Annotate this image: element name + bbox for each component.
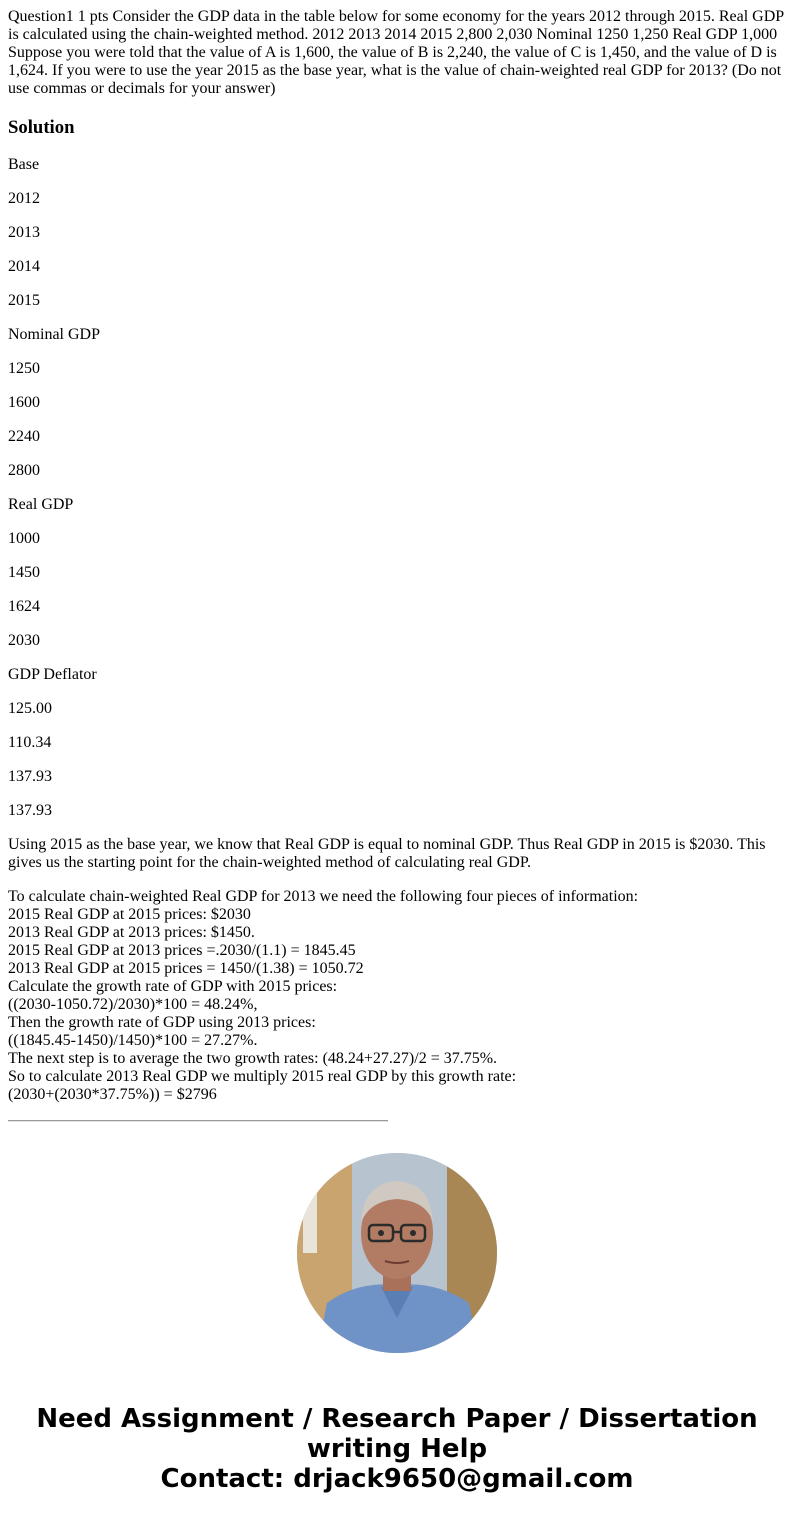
intro-paragraph: Using 2015 as the base year, we know that Real GDP is equal to nominal GDP. Thus Real GDP in 2015 is $2030. This gives us the starting point for the chain-weighted method of calculating real GDP.: [8, 836, 766, 871]
table-cell: 1250: [8, 360, 40, 377]
main-content: [8, 8, 786, 1104]
question-text: Question1 1 pts Consider the GDP data in the table below for some economy for the years 2012 through 2015. Real GDP is calculated using the chain-weighted method. 2012 2013 2014 2015 2,800 2,030 Nominal 1250 1,250 Real GDP 1,000 Suppose you were told that the value of A is 1,600, the value of B is 2,240, the value of C is 1,450, and the value of D is 1,624. If you were to use the year 2015 as the base year, what is the value of chain-weighted real GDP for 2013? (Do not use commas or decimals for your answer): [8, 8, 784, 97]
table-cell: 110.34: [8, 734, 52, 751]
explanation-line: The next step is to average the two growth rates: (48.24+27.27)/2 = 37.75%.: [8, 1050, 498, 1067]
horizontal-divider: [8, 1120, 388, 1122]
promo-line: writing Help: [306, 1434, 488, 1464]
table-cell: 2800: [8, 462, 40, 479]
explanation-line: 2015 Real GDP at 2015 prices: $2030: [8, 906, 251, 923]
author-photo: [297, 1153, 497, 1353]
explanation-line: 2013 Real GDP at 2015 prices = 1450/(1.38) = 1050.72: [8, 960, 364, 977]
table-cell: 137.93: [8, 802, 52, 819]
table-cell: 1000: [8, 530, 40, 547]
table-cell: 125.00: [8, 700, 52, 717]
explanation-line: ((2030-1050.72)/2030)*100 = 48.24%,: [8, 996, 258, 1013]
explanation-line: 2015 Real GDP at 2013 prices =.2030/(1.1) = 1845.45: [8, 942, 356, 959]
table-cell: 2012: [8, 190, 40, 207]
promo-banner: [0, 1404, 794, 1494]
promo-line: Need Assignment / Research Paper / Dissertation: [36, 1404, 758, 1434]
table-cell: 2013: [8, 224, 40, 241]
table-cell: 1600: [8, 394, 40, 411]
explanation-block: [8, 888, 786, 1104]
explanation-line: 2013 Real GDP at 2013 prices: $1450.: [8, 924, 255, 941]
explanation-line: To calculate chain-weighted Real GDP for 2013 we need the following four pieces of information:: [8, 888, 639, 905]
table-cell: 1624: [8, 598, 40, 615]
explanation-line: Then the growth rate of GDP using 2013 prices:: [8, 1014, 316, 1031]
table-cell: 2014: [8, 258, 40, 275]
table-cell: 2240: [8, 428, 40, 445]
table-cell: GDP Deflator: [8, 666, 97, 683]
explanation-line: (2030+(2030*37.75%)) = $2796: [8, 1086, 217, 1103]
table-cell: Nominal GDP: [8, 326, 100, 343]
table-cell: 2030: [8, 632, 40, 649]
solution-heading: Solution: [8, 117, 75, 138]
table-cell: 2015: [8, 292, 40, 309]
table-cell: Real GDP: [8, 496, 74, 513]
explanation-line: ((1845.45-1450)/1450)*100 = 27.27%.: [8, 1032, 258, 1049]
table-cell: Base: [8, 156, 40, 173]
table-cell: 1450: [8, 564, 40, 581]
explanation-line: So to calculate 2013 Real GDP we multiply 2015 real GDP by this growth rate:: [8, 1068, 517, 1085]
explanation-line: Calculate the growth rate of GDP with 2015 prices:: [8, 978, 338, 995]
table-cell: 137.93: [8, 768, 52, 785]
promo-contact: Contact: drjack9650@gmail.com: [160, 1464, 634, 1494]
